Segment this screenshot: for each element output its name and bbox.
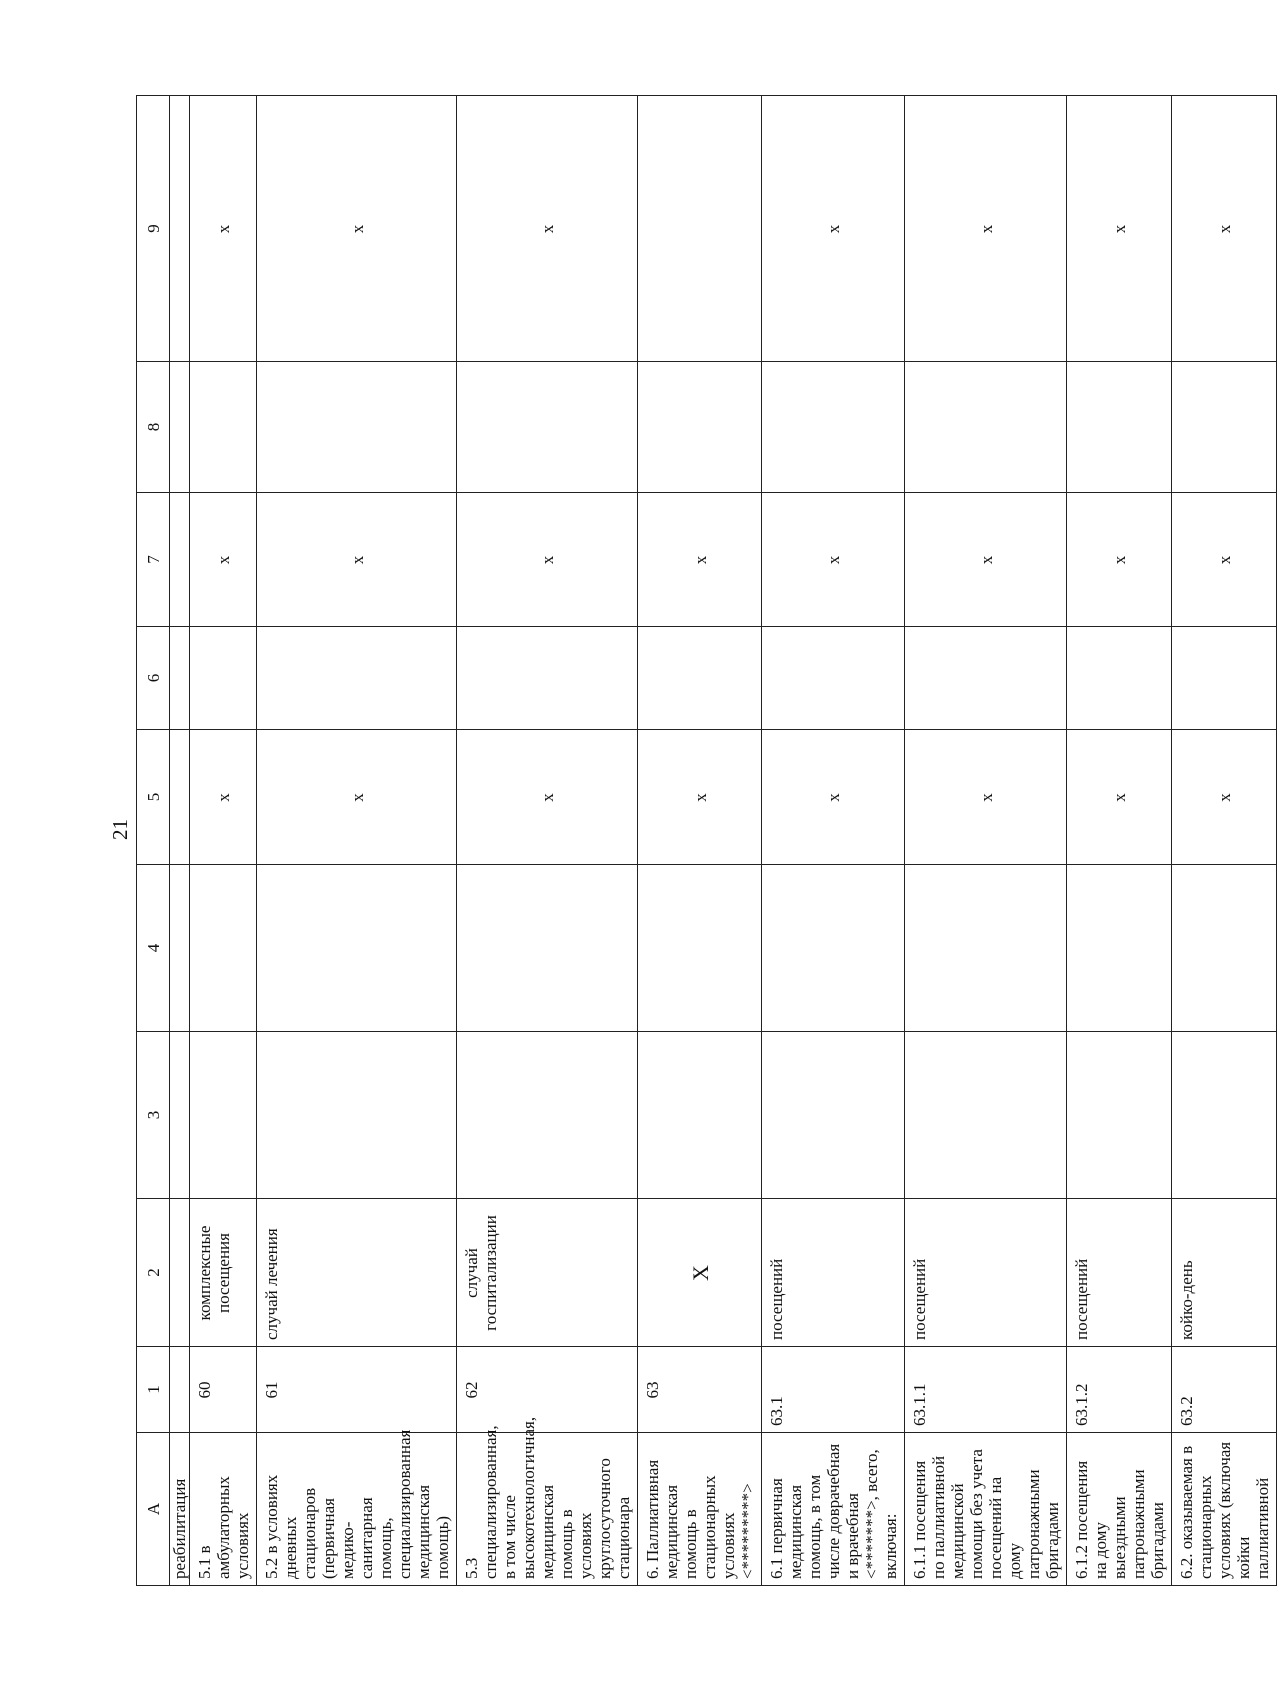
cell-7: х: [1172, 493, 1277, 627]
cell-2: посещений: [905, 1199, 1067, 1347]
cell-9: х: [1067, 96, 1172, 362]
cell-9: х: [457, 96, 638, 362]
header-cell: 6: [137, 627, 170, 730]
header-cell: 4: [137, 865, 170, 1032]
header-cell: 3: [137, 1032, 170, 1199]
cell-a: 5.3 специализированная, в том числе высокотехнологичная, медицинская помощь в условиях круглосуточного стационара: [457, 1433, 638, 1586]
cell-1: 60: [190, 1347, 257, 1433]
cell-a: 6.1 первичная медицинская помощь, в том числе доврачебная и врачебная <*******>, всего, включая:: [762, 1433, 905, 1586]
cell-7: х: [190, 493, 257, 627]
cell-1: 63.1.2: [1067, 1347, 1172, 1433]
cell-9: х: [905, 96, 1067, 362]
cell-2: койко-день: [1172, 1199, 1277, 1347]
cell-a: 6.1.1 посещения по паллиативной медицинской помощи без учета посещений на дому патронажными бригадами: [905, 1433, 1067, 1586]
cell-2: Х: [638, 1199, 762, 1347]
table-row: [762, 96, 905, 1586]
cell-a: 6.1.2 посещения на дому выездными патронажными бригадами: [1067, 1433, 1172, 1586]
cell-a: 6.2. оказываемая в стационарных условиях (включая койки паллиативной: [1172, 1433, 1277, 1586]
cell-7: х: [457, 493, 638, 627]
cell-1: 63.1.1: [905, 1347, 1067, 1433]
cell-a: 5.2 в условиях дневных стационаров (первичная медико-санитарная помощь, специализированная медицинская помощь): [257, 1433, 457, 1586]
cell-9: [638, 96, 762, 362]
cell-5: х: [638, 730, 762, 865]
cell-2: посещений: [1067, 1199, 1172, 1347]
cell-a: 6. Паллиативная медицинская помощь в стационарных условиях <*********>: [638, 1433, 762, 1586]
table-row: [905, 96, 1067, 1586]
cell-9: х: [762, 96, 905, 362]
cell-5: х: [1172, 730, 1277, 865]
cell-5: х: [190, 730, 257, 865]
subheader-row: [170, 96, 190, 1586]
cell-5: х: [1067, 730, 1172, 865]
cell-1: 63.1: [762, 1347, 905, 1433]
cell-9: х: [257, 96, 457, 362]
cell-9: х: [1172, 96, 1277, 362]
cell-2: комплексные посещения: [190, 1199, 257, 1347]
cell-7: х: [905, 493, 1067, 627]
data-table: [136, 95, 1277, 1586]
cell-a: 5.1 в амбулаторных условиях: [190, 1433, 257, 1586]
table-row: [190, 96, 257, 1586]
cell-7: х: [762, 493, 905, 627]
header-cell: 2: [137, 1199, 170, 1347]
cell-1: 63.2: [1172, 1347, 1277, 1433]
header-row: [137, 96, 170, 1586]
header-cell: 5: [137, 730, 170, 865]
header-cell: 8: [137, 362, 170, 493]
cell-1: 61: [257, 1347, 457, 1433]
cell-2: случай лечения: [257, 1199, 457, 1347]
rotated-table-wrapper: [136, 96, 1272, 1586]
subheader-cell: реабилитация: [170, 1433, 190, 1586]
table-row: [457, 96, 638, 1586]
table-row: [1172, 96, 1277, 1586]
table-row: [638, 96, 762, 1586]
header-cell: А: [137, 1433, 170, 1586]
header-cell: 7: [137, 493, 170, 627]
cell-1: 63: [638, 1347, 762, 1433]
cell-7: х: [1067, 493, 1172, 627]
table-row: [1067, 96, 1172, 1586]
cell-5: х: [762, 730, 905, 865]
cell-2: посещений: [762, 1199, 905, 1347]
cell-5: х: [257, 730, 457, 865]
cell-7: х: [257, 493, 457, 627]
cell-9: х: [190, 96, 257, 362]
page-number: 21: [108, 819, 132, 840]
header-cell: 9: [137, 96, 170, 362]
cell-5: х: [457, 730, 638, 865]
cell-1: 62: [457, 1347, 638, 1433]
cell-5: х: [905, 730, 1067, 865]
cell-2: случай госпитализации: [457, 1199, 638, 1347]
header-cell: 1: [137, 1347, 170, 1433]
table-row: [257, 96, 457, 1586]
cell-7: х: [638, 493, 762, 627]
